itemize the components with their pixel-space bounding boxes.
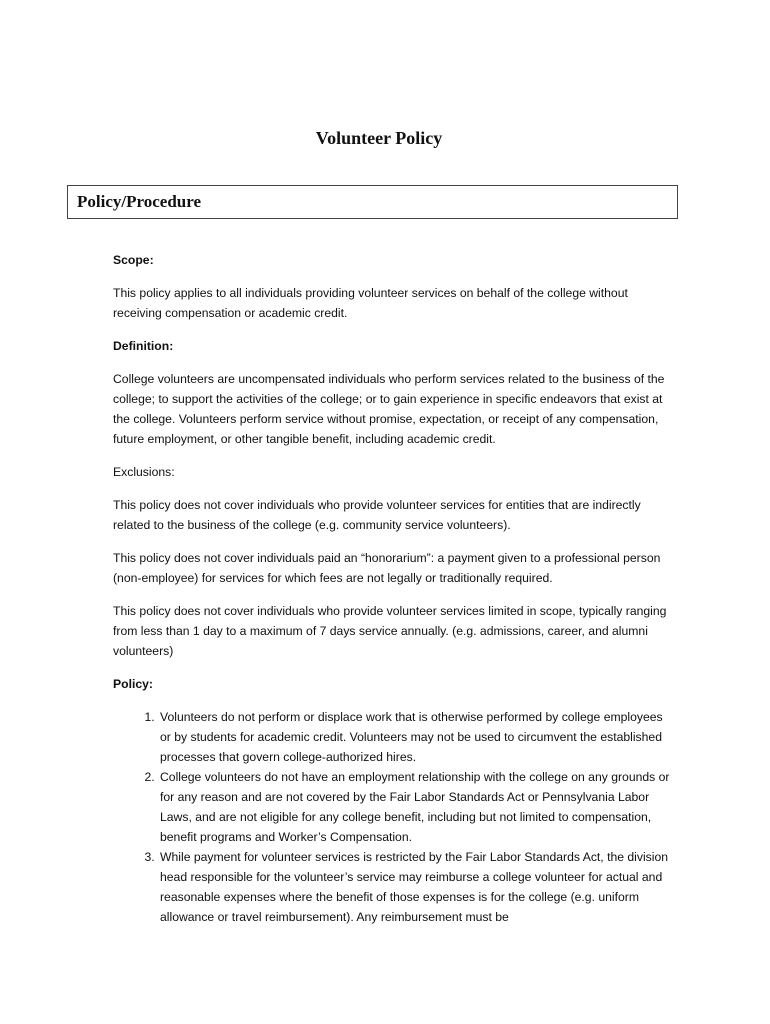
exclusions-heading: Exclusions: <box>113 465 175 479</box>
policy-list-item: 2. College volunteers do not have an employment relationship with the college on any grounds or for any reason and are not covered by the Fair Labor Standards Act or Pennsylvania Labor Laws, and are not eligible for any college benefit, including but not limited to compensation, benefit programs and Worker’s Compensation. <box>158 767 673 847</box>
document-title: Volunteer Policy <box>315 128 443 148</box>
policy-list-item: 3. While payment for volunteer services is restricted by the Fair Labor Standards Act, the division head responsible for the volunteer’s service may reimburse a college volunteer for actual and reasonable expenses where the benefit of those expenses is for the college (e.g. uniform allowance or travel reimbursement). Any reimbursement must be <box>158 847 673 927</box>
policy-heading: Policy: <box>113 677 153 691</box>
policy-list <box>113 707 673 927</box>
section-heading: Policy/Procedure <box>77 192 202 211</box>
exclusion-paragraph: This policy does not cover individuals who provide volunteer services limited in scope, typically ranging from less than 1 day to a maximum of 7 days service annually. (e.g. admissions, career, and alumni volunteers) <box>113 604 667 658</box>
exclusion-paragraph: This policy does not cover individuals who provide volunteer services for entities that are indirectly related to the business of the college (e.g. community service volunteers). <box>113 498 641 532</box>
definition-heading: Definition: <box>113 339 174 353</box>
definition-text: College volunteers are uncompensated individuals who perform services related to the business of the college; to support the activities of the college; or to gain experience in specific endeavors that exist at the college. Volunteers perform service without promise, expectation, or receipt of any compensation, future employment, or other tangible benefit, including academic credit. <box>113 372 665 446</box>
section-heading-box <box>67 185 678 219</box>
policy-list-item: 1. Volunteers do not perform or displace work that is otherwise performed by college employees or by students for academic credit. Volunteers may not be used to circumvent the established processes that govern college-authorized hires. <box>158 707 673 767</box>
scope-heading: Scope: <box>113 253 154 267</box>
scope-text: This policy applies to all individuals providing volunteer services on behalf of the college without receiving compensation or academic credit. <box>113 286 628 320</box>
exclusion-paragraph: This policy does not cover individuals paid an “honorarium”: a payment given to a professional person (non-employee) for services for which fees are not legally or traditionally required. <box>113 551 661 585</box>
document-body <box>113 250 673 927</box>
